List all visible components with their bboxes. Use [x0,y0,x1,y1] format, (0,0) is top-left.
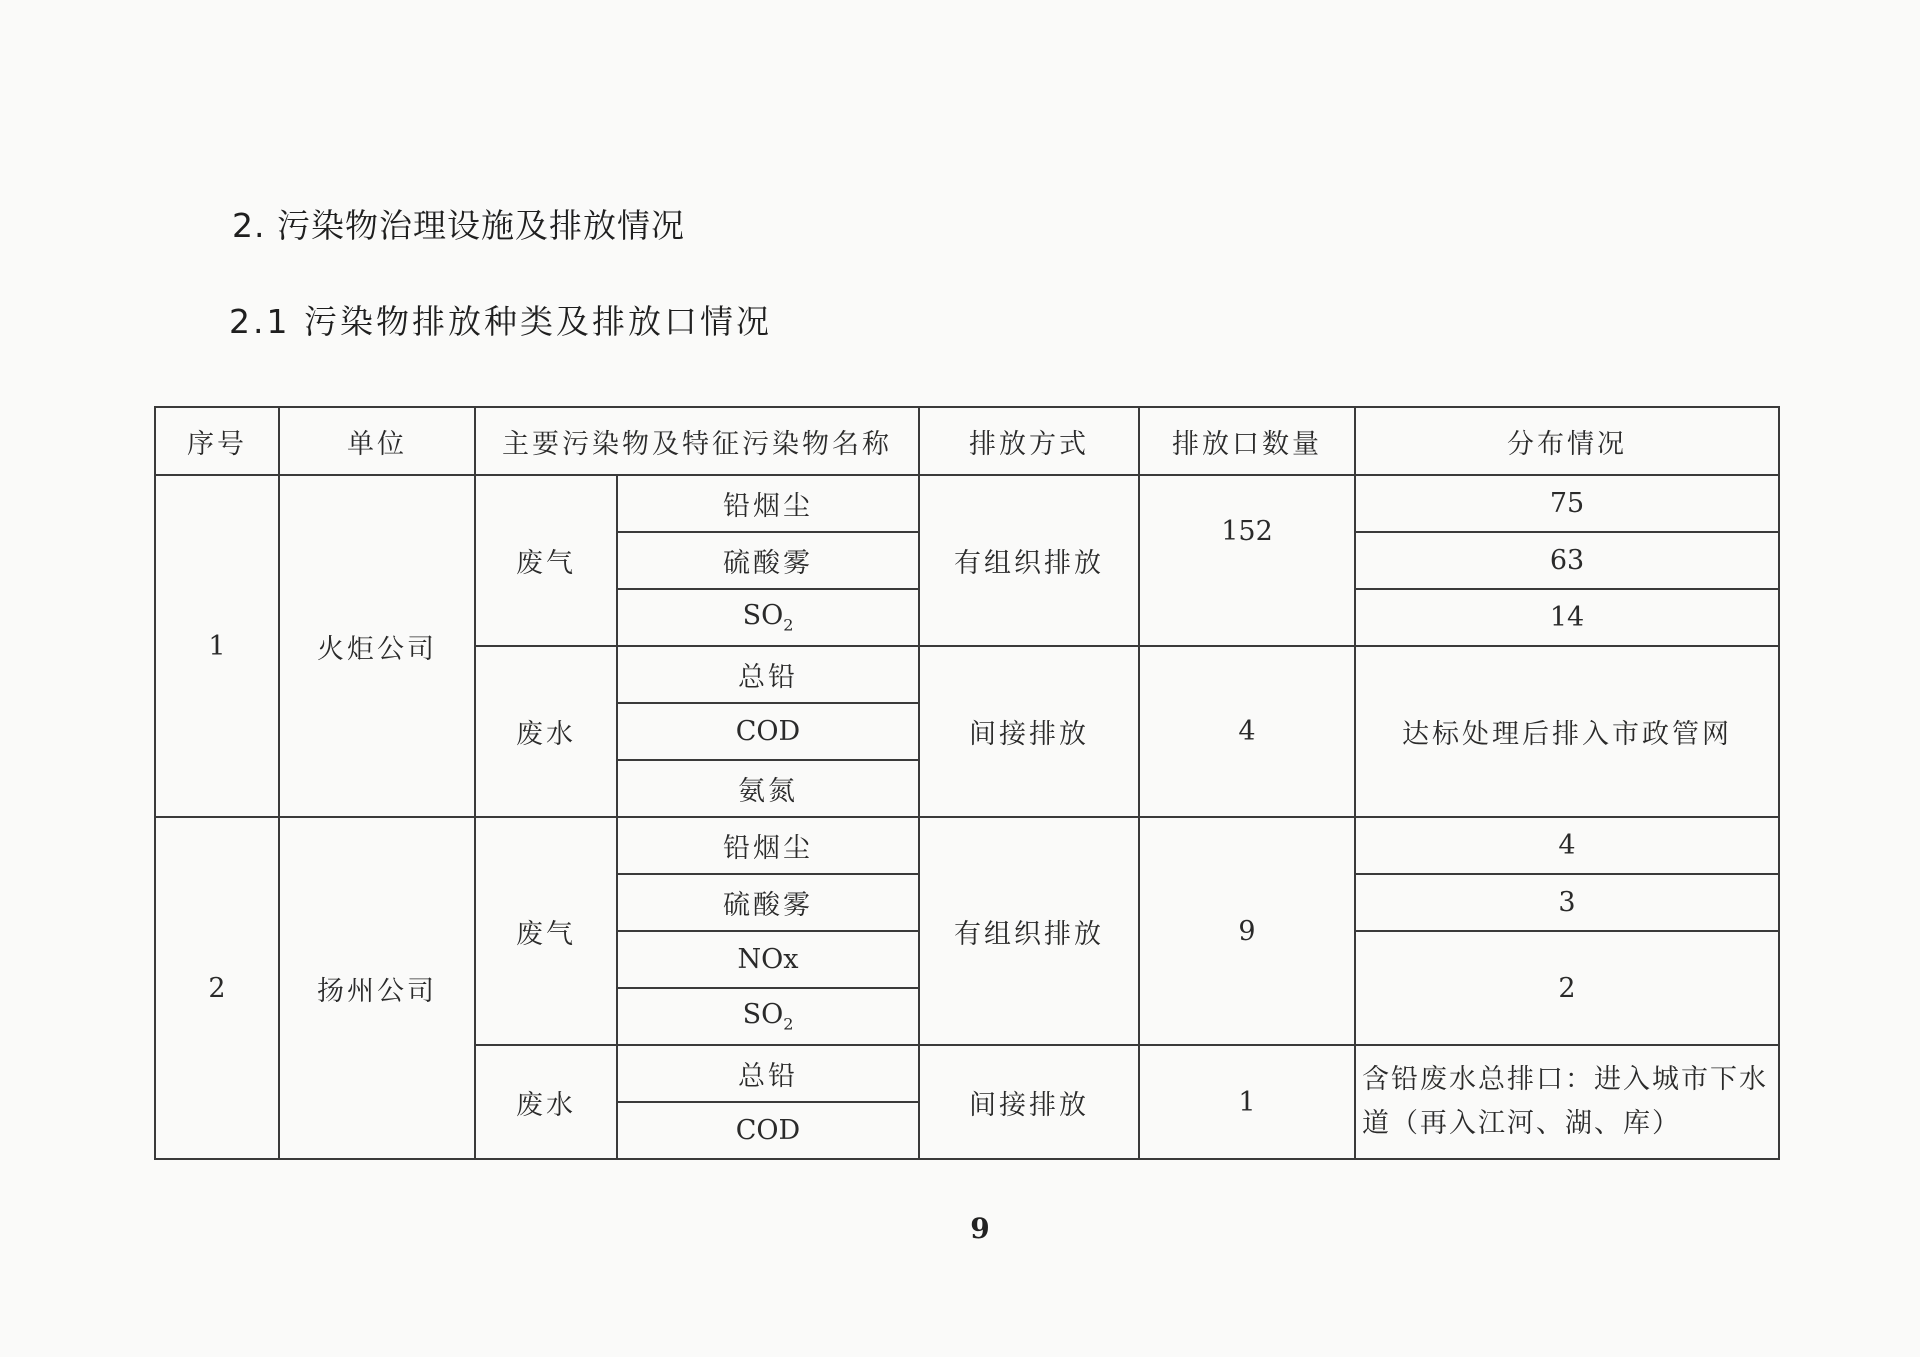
pollutant-cell: 总铅 [617,646,919,703]
method-cell: 有组织排放 [919,817,1139,1045]
so2-label: SO [742,999,784,1031]
distribution-cell: 3 [1355,874,1779,931]
distribution-cell: 63 [1355,532,1779,589]
category-cell: 废水 [475,1045,617,1159]
so2-subscript: 2 [783,1014,794,1034]
pollutant-cell: 总铅 [617,1045,919,1102]
distribution-cell: 75 [1355,475,1779,532]
outlets-cell: 152 [1139,475,1355,646]
subsection-title: 2.1 污染物排放种类及排放口情况 [229,302,772,341]
header-seq: 序号 [155,407,279,475]
outlets-cell: 1 [1139,1045,1355,1159]
pollutant-cell: COD [617,703,919,760]
distribution-cell: 4 [1355,817,1779,874]
unit-cell: 火炬公司 [279,475,475,817]
distribution-cell: 14 [1355,589,1779,646]
table-row [155,817,1779,874]
so2-subscript: 2 [783,615,794,635]
distribution-cell: 2 [1355,931,1779,1045]
category-cell: 废气 [475,817,617,1045]
pollutant-cell: 氨氮 [617,760,919,817]
distribution-cell: 含铅废水总排口：进入城市下水道（再入江河、湖、库） [1355,1045,1779,1159]
page-number: 9 [970,1212,990,1245]
method-cell: 间接排放 [919,1045,1139,1159]
pollutant-cell [617,589,919,646]
outlets-cell: 4 [1139,646,1355,817]
pollutant-cell [617,988,919,1045]
pollutant-cell: 铅烟尘 [617,817,919,874]
unit-cell: 扬州公司 [279,817,475,1159]
header-method: 排放方式 [919,407,1139,475]
so2-label: SO [742,600,784,632]
seq-cell: 1 [155,475,279,817]
table-header-row [155,407,1779,475]
pollutant-cell: NOx [617,931,919,988]
seq-cell: 2 [155,817,279,1159]
category-cell: 废气 [475,475,617,646]
method-cell: 有组织排放 [919,475,1139,646]
header-pollutant: 主要污染物及特征污染物名称 [475,407,919,475]
method-cell: 间接排放 [919,646,1139,817]
section-title: 2. 污染物治理设施及排放情况 [232,206,685,245]
distribution-cell: 达标处理后排入市政管网 [1355,646,1779,817]
header-distribution: 分布情况 [1355,407,1779,475]
pollutant-cell: 铅烟尘 [617,475,919,532]
table-row [155,475,1779,532]
pollutant-cell: 硫酸雾 [617,532,919,589]
outlets-cell: 9 [1139,817,1355,1045]
header-unit: 单位 [279,407,475,475]
category-cell: 废水 [475,646,617,817]
header-outlets: 排放口数量 [1139,407,1355,475]
emission-table [154,406,1780,1160]
pollutant-cell: 硫酸雾 [617,874,919,931]
pollutant-cell: COD [617,1102,919,1159]
